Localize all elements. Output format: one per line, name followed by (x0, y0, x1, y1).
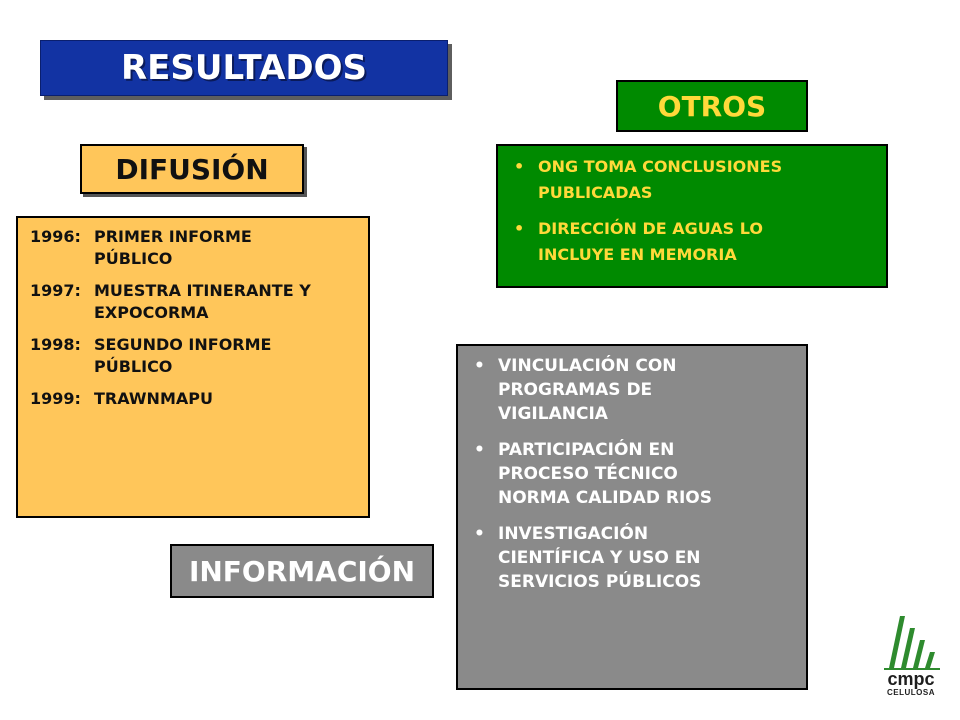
slide-title: RESULTADOS (40, 40, 448, 96)
difusion-text-cont: EXPOCORMA (94, 303, 209, 322)
difusion-label: DIFUSIÓN (80, 144, 304, 194)
informacion-label: INFORMACIÓN (170, 544, 434, 598)
difusion-text: TRAWNMAPU (94, 389, 213, 408)
informacion-panel (456, 344, 808, 690)
difusion-text-cont: PÚBLICO (94, 249, 173, 268)
list-item (470, 438, 794, 510)
otros-label: OTROS (616, 80, 808, 132)
list-item (470, 354, 794, 426)
difusion-panel (16, 216, 370, 518)
bullet-icon: • (474, 440, 485, 460)
list-item (470, 522, 794, 594)
difusion-entry-1996 (30, 226, 358, 270)
cmpc-logo (880, 614, 942, 702)
bullet-icon: • (514, 219, 525, 238)
difusion-year: 1999: (30, 389, 81, 408)
difusion-entry-1998 (30, 334, 358, 378)
difusion-entry-1997 (30, 280, 358, 324)
list-item-text: INVESTIGACIÓN CIENTÍFICA Y USO EN SERVICIOS PÚBLICOS (498, 524, 702, 592)
difusion-text-cont: PÚBLICO (94, 357, 173, 376)
list-item-text: VINCULACIÓN CON PROGRAMAS DE VIGILANCIA (498, 356, 677, 424)
difusion-entry-1999 (30, 388, 358, 410)
otros-panel (496, 144, 888, 288)
logo-subtitle: CELULOSA (887, 688, 935, 697)
list-item-text: PARTICIPACIÓN EN PROCESO TÉCNICO NORMA CALIDAD RIOS (498, 440, 712, 508)
difusion-year: 1996: (30, 227, 81, 246)
bullet-icon: • (514, 157, 525, 176)
list-item-text: DIRECCIÓN DE AGUAS LO INCLUYE EN MEMORIA (538, 219, 763, 264)
difusion-year: 1998: (30, 335, 81, 354)
list-item-text: ONG TOMA CONCLUSIONES PUBLICADAS (538, 157, 783, 202)
difusion-text: SEGUNDO INFORME (94, 335, 272, 354)
bullet-icon: • (474, 524, 485, 544)
difusion-text: PRIMER INFORME (94, 227, 252, 246)
bullet-icon: • (474, 356, 485, 376)
difusion-year: 1997: (30, 281, 81, 300)
logo-name: cmpc (887, 669, 935, 689)
difusion-text: MUESTRA ITINERANTE Y (94, 281, 311, 300)
list-item (510, 216, 874, 268)
list-item (510, 154, 874, 206)
forest-triangle-icon (880, 614, 942, 670)
